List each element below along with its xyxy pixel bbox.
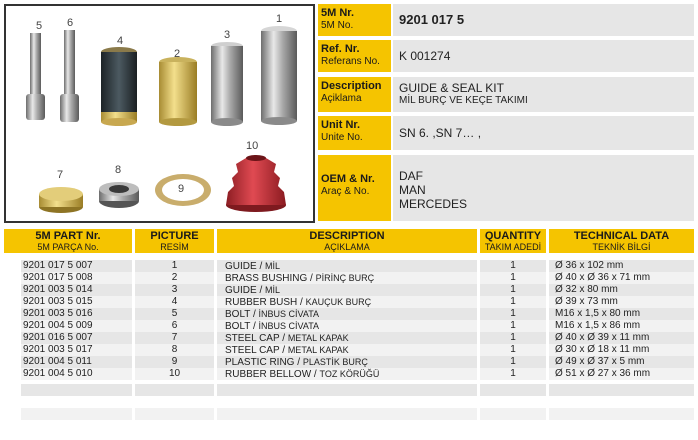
picture-cell: 3: [135, 284, 214, 296]
technical-data-cell: M16 x 1,5 x 80 mm: [549, 308, 694, 320]
quantity-cell: 1: [480, 344, 546, 356]
picture-cell: 6: [135, 320, 214, 332]
photo-label-3: 3: [224, 29, 231, 41]
technical-data-cell: M16 x 1,5 x 86 mm: [549, 320, 694, 332]
oem-label-en: OEM & Nr.: [321, 173, 375, 185]
description-tr: MİL: [265, 285, 281, 295]
part-number-cell: 9201 003 5 017: [21, 344, 132, 356]
description-tr: METAL KAPAK: [287, 345, 349, 355]
header-picture-en: PICTURE: [150, 230, 199, 242]
description-cell: [217, 344, 477, 356]
part-number-cell: 9201 003 5 016: [21, 308, 132, 320]
table-row: [0, 332, 698, 344]
header-description-tr: AÇIKLAMA: [324, 242, 370, 252]
technical-data-cell: Ø 32 x 80 mm: [549, 284, 694, 296]
description-cell: [217, 260, 477, 272]
part-number-label-en: 5M Nr.: [321, 7, 355, 19]
description-label: [318, 77, 391, 112]
description-separator: /: [256, 261, 266, 272]
description-label-tr: Açiklama: [321, 93, 362, 104]
picture-cell: 4: [135, 296, 214, 308]
table-row: [0, 368, 698, 380]
quantity-cell: 1: [480, 284, 546, 296]
description-cell: [217, 368, 477, 380]
photo-label-2: 2: [174, 48, 181, 60]
technical-data-cell: Ø 30 x Ø 18 x 11 mm: [549, 344, 694, 356]
header-technical-data-tr: TEKNİK BİLGİ: [592, 242, 651, 252]
part-number-cell: 9201 016 5 007: [21, 332, 132, 344]
quantity-cell: 1: [480, 308, 546, 320]
part-number-cell: 9201 017 5 008: [21, 272, 132, 284]
unit-label-en: Unit Nr.: [321, 119, 361, 131]
header-technical-data-en: TECHNICAL DATA: [573, 230, 670, 242]
header-quantity: [480, 229, 546, 253]
photo-label-4: 4: [117, 35, 124, 47]
table-row: [0, 308, 698, 320]
part-number-value: 9201 017 5: [393, 4, 694, 36]
quantity-cell: [480, 408, 546, 420]
description-en: PLASTIC RING: [225, 357, 295, 368]
table-row: [0, 356, 698, 368]
description-value-en: GUIDE & SEAL KIT: [399, 81, 504, 95]
description-cell: [217, 272, 477, 284]
part-number-cell: 9201 004 5 009: [21, 320, 132, 332]
parts-illustration: [6, 6, 313, 221]
table-row: [0, 296, 698, 308]
description-en: STEEL CAP: [225, 345, 280, 356]
quantity-cell: 1: [480, 260, 546, 272]
description-separator: /: [279, 345, 288, 356]
header-description: [217, 229, 477, 253]
description-en: BOLT: [225, 321, 251, 332]
picture-cell: 10: [135, 368, 214, 380]
reference-label-en: Ref. Nr.: [321, 43, 360, 55]
description-separator: /: [279, 333, 288, 344]
part-8-steel-cap: [99, 182, 139, 208]
table-row: [0, 260, 698, 272]
technical-data-cell: [549, 384, 694, 396]
description-en: GUIDE: [225, 261, 257, 272]
quantity-cell: 1: [480, 368, 546, 380]
description-tr: İNBUS CİVATA: [258, 321, 320, 331]
technical-data-cell: Ø 49 x Ø 37 x 5 mm: [549, 356, 694, 368]
table-row: [0, 344, 698, 356]
description-separator: /: [294, 357, 303, 368]
part-3-guide: [211, 42, 243, 126]
quantity-cell: [480, 384, 546, 396]
quantity-cell: 1: [480, 356, 546, 368]
description-separator: /: [250, 309, 259, 320]
description-value-tr: MİL BURÇ VE KEÇE TAKIMI: [399, 95, 528, 106]
part-number-cell: [21, 408, 132, 420]
part-number-cell: 9201 003 5 014: [21, 284, 132, 296]
description-en: BRASS BUSHING: [225, 273, 308, 284]
description-tr: TOZ KÖRÜĞÜ: [319, 369, 380, 379]
picture-cell: 7: [135, 332, 214, 344]
description-cell: [217, 356, 477, 368]
picture-cell: 9: [135, 356, 214, 368]
reference-label-tr: Referans No.: [321, 56, 380, 67]
oem-value-2: MAN: [399, 183, 426, 197]
part-number-cell: [21, 384, 132, 396]
part-number-label: [318, 4, 391, 36]
part-2-brass-bushing: [159, 57, 197, 126]
table-row: [0, 272, 698, 284]
quantity-cell: 1: [480, 332, 546, 344]
description-en: BOLT: [225, 309, 251, 320]
description-en: STEEL CAP: [225, 333, 280, 344]
description-separator: /: [307, 273, 316, 284]
picture-cell: 8: [135, 344, 214, 356]
picture-cell: 5: [135, 308, 214, 320]
description-cell: [217, 284, 477, 296]
product-photo: [4, 4, 315, 223]
description-cell: [217, 320, 477, 332]
photo-label-6: 6: [67, 17, 74, 29]
picture-cell: 1: [135, 260, 214, 272]
oem-label-tr: Araç & No.: [321, 186, 370, 197]
quantity-cell: 1: [480, 320, 546, 332]
description-label-en: Description: [321, 80, 382, 92]
description-cell: [217, 408, 477, 420]
technical-data-cell: Ø 40 x Ø 36 x 71 mm: [549, 272, 694, 284]
part-number-cell: 9201 003 5 015: [21, 296, 132, 308]
description-tr: PLASTİK BURÇ: [302, 357, 368, 367]
part-number-label-tr: 5M No.: [321, 20, 354, 31]
description-cell: [217, 384, 477, 396]
technical-data-cell: Ø 39 x 73 mm: [549, 296, 694, 308]
oem-value-1: DAF: [399, 169, 423, 183]
description-tr: MİL: [265, 261, 281, 271]
technical-data-cell: Ø 36 x 102 mm: [549, 260, 694, 272]
header-quantity-tr: TAKIM ADEDİ: [484, 242, 542, 252]
header-part-number-tr: 5M PARÇA No.: [37, 242, 99, 252]
header-part-number: [4, 229, 132, 253]
header-quantity-en: QUANTITY: [484, 230, 542, 242]
header-technical-data: [549, 229, 694, 253]
part-6-bolt: [60, 30, 79, 122]
description-cell: [217, 296, 477, 308]
part-1-guide: [261, 26, 297, 125]
quantity-cell: 1: [480, 296, 546, 308]
part-10-rubber-bellow: [226, 155, 286, 212]
photo-label-7: 7: [57, 169, 64, 181]
description-en: RUBBER BELLOW: [225, 369, 312, 380]
description-tr: METAL KAPAK: [287, 333, 349, 343]
picture-cell: [135, 384, 214, 396]
header-description-en: DESCRIPTION: [309, 230, 385, 242]
technical-data-cell: Ø 40 x Ø 39 x 11 mm: [549, 332, 694, 344]
unit-value: SN 6. ,SN 7… ,: [393, 116, 694, 150]
description-tr: İNBUS CİVATA: [258, 309, 320, 319]
description-separator: /: [297, 297, 306, 308]
oem-values: [393, 155, 694, 221]
picture-cell: [135, 408, 214, 420]
part-4-rubber-bush: [101, 47, 137, 126]
part-number-cell: 9201 004 5 010: [21, 368, 132, 380]
description-tr: KAUÇUK BURÇ: [305, 297, 372, 307]
description-en: GUIDE: [225, 285, 257, 296]
description-cell: [217, 308, 477, 320]
description-value: [393, 77, 694, 112]
description-en: RUBBER BUSH: [225, 297, 298, 308]
header-picture: [135, 229, 214, 253]
description-separator: /: [250, 321, 259, 332]
description-separator: /: [256, 285, 266, 296]
part-number-cell: 9201 004 5 011: [21, 356, 132, 368]
unit-label-tr: Unite No.: [321, 132, 363, 143]
photo-label-5: 5: [36, 20, 43, 32]
oem-value-3: MERCEDES: [399, 197, 468, 211]
reference-value: K 001274: [393, 40, 694, 72]
parts-table-body: [0, 260, 698, 420]
technical-data-cell: [549, 408, 694, 420]
quantity-cell: 1: [480, 272, 546, 284]
part-5-bolt: [26, 33, 45, 120]
description-cell: [217, 332, 477, 344]
description-tr: PİRİNÇ BURÇ: [315, 273, 375, 283]
table-row: [0, 384, 698, 396]
photo-label-8: 8: [115, 164, 122, 176]
table-row: [0, 408, 698, 420]
table-row: [0, 284, 698, 296]
photo-label-9: 9: [178, 183, 185, 195]
description-separator: /: [311, 369, 320, 380]
picture-cell: 2: [135, 272, 214, 284]
unit-label: [318, 116, 391, 150]
part-7-steel-cap: [39, 187, 83, 213]
part-number-cell: 9201 017 5 007: [21, 260, 132, 272]
reference-label: [318, 40, 391, 72]
photo-label-10: 10: [246, 140, 259, 152]
header-part-number-en: 5M PART Nr.: [35, 230, 101, 242]
photo-label-1: 1: [276, 13, 283, 25]
oem-label: [318, 155, 391, 221]
technical-data-cell: Ø 51 x Ø 27 x 36 mm: [549, 368, 694, 380]
header-picture-tr: RESİM: [160, 242, 189, 252]
table-row: [0, 320, 698, 332]
